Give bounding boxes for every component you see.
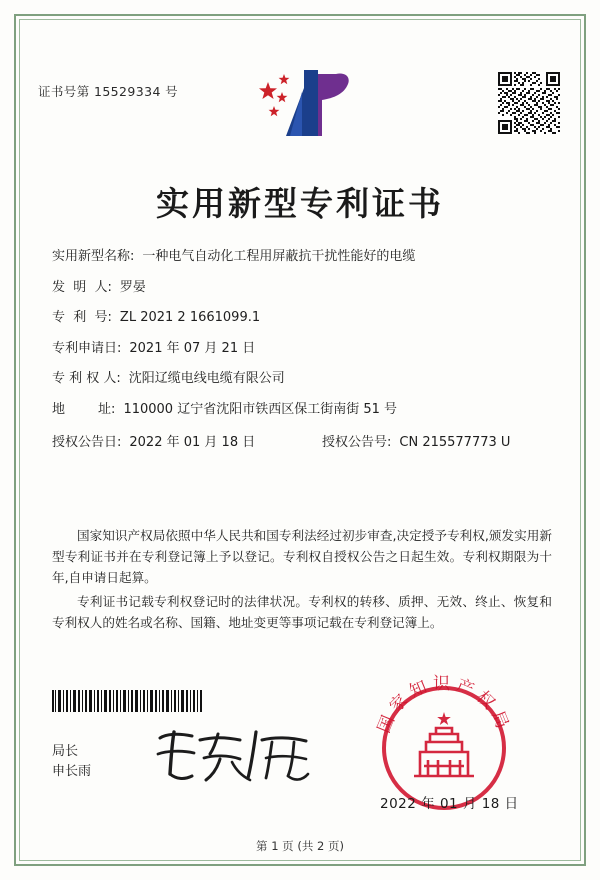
field-label: 授权公告号: [322,435,392,450]
field-value: CN 215577773 U [399,435,511,450]
field-label: 专利申请日: [52,340,122,356]
handwritten-signature [148,724,318,786]
field-row-inventor [52,279,552,297]
barcode [52,690,202,712]
field-row-patentee [52,370,552,388]
field-value: 沈阳辽缆电线电缆有限公司 [128,371,285,386]
field-label: 地 址: [52,401,116,417]
field-label: 实用新型名称: [52,249,135,264]
grant-number-group [322,431,552,450]
field-label: 专 利 号: [52,310,112,325]
signature-labels [52,742,91,782]
field-value: 2021 年 07 月 21 日 [129,340,256,356]
field-label: 授权公告日: [52,435,122,450]
page-footer: 第 1 页 (共 2 页) [256,839,344,853]
field-row-patent-number [52,309,552,327]
field-row-address [52,401,552,419]
grant-date-group [52,431,322,450]
legal-paragraph-2: 专利证书记载专利权登记时的法律状况。专利权的转移、质押、无效、终止、恢复和专利权人的姓名或名称、国籍、地址变更等事项记载在专利登记簿上。 [52,594,552,630]
page-title: 实用新型专利证书 [156,184,444,223]
qr-code [498,72,560,134]
legal-text-block [52,525,552,636]
seal-date: 2022 年 01 月 18 日 [380,796,519,812]
director-title-label: 局长 [52,744,79,759]
certificate-fields [52,248,552,463]
cnipa-logo-icon [248,66,356,146]
field-row-grant-announcement [52,431,552,450]
field-value: 2022 年 01 月 18 日 [129,435,256,450]
legal-paragraph-1: 国家知识产权局依照中华人民共和国专利法经过初步审查,决定授予专利权,颁发实用新型专利证书并在专利登记簿上予以登记。专利权自授权公告之日起生效。专利权期限为十年,自申请日起算。 [52,528,552,585]
field-row-application-date [52,340,552,358]
field-row-utility-model-name [52,248,552,266]
field-label: 专 利 权 人: [52,371,121,386]
director-name-label: 申长雨 [52,764,92,779]
certificate-number: 证书号第 15529334 号 [38,84,179,99]
field-value: 罗晏 [119,279,146,295]
svg-text:国家知识产权局: 国家知识产权局 [374,674,514,736]
field-value: 一种电气自动化工程用屏蔽抗干扰性能好的电缆 [142,249,416,264]
field-label: 发 明 人: [52,279,112,295]
field-value: 110000 辽宁省沈阳市铁西区保工街南街 51 号 [123,401,398,417]
field-value: ZL 2021 2 1661099.1 [119,310,261,325]
